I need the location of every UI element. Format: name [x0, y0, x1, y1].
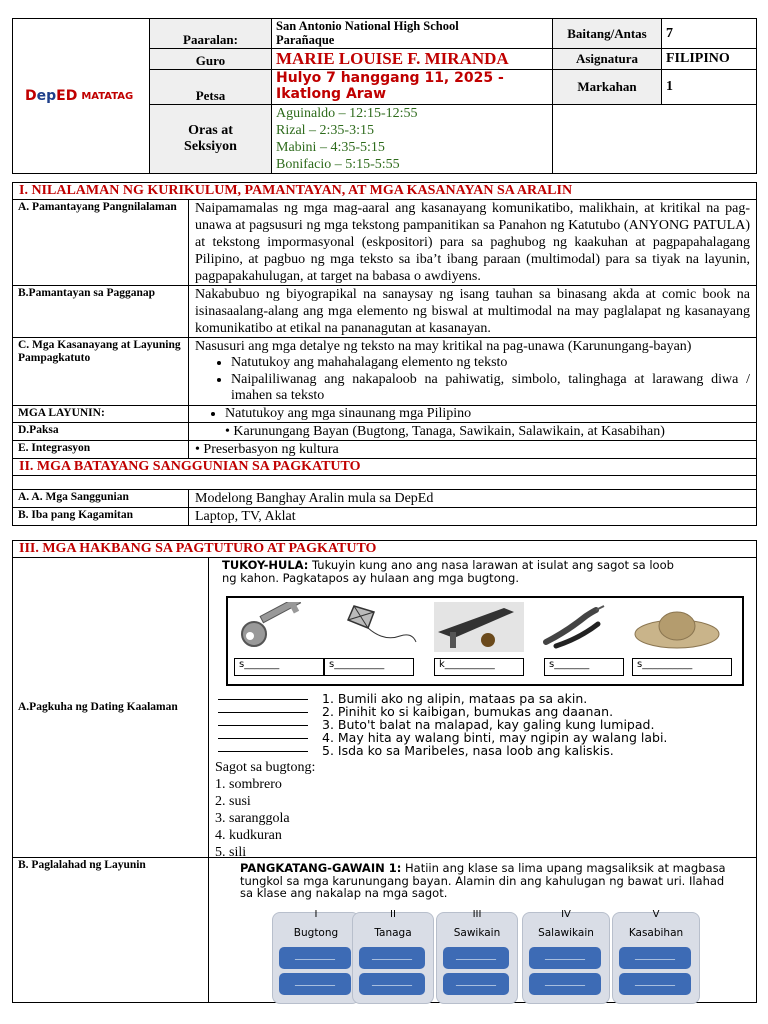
section3-title: III. MGA HAKBANG SA PAGTUTURO AT PAGKATUTO	[13, 541, 757, 558]
integrasyon-text: • Preserbasyon ng kultura	[189, 441, 757, 459]
picture-box	[226, 596, 744, 686]
hat-icon	[632, 602, 722, 652]
integrasyon-label: E. Integrasyon	[13, 441, 189, 459]
group-card-kasabihan: V Kasabihan ________ ________	[612, 912, 700, 1004]
pamantayang-text: Naipamamalas ng mga mag-aaral ang kasanayang komunikatibo, malikhain, at kritikal na pag-unawa at pagsusuri ng mga tekstong pampanitikan sa Panahon ng Katutubo (ANYONG PATULA) at tekstong impormasyonal (eskpositori) para sa paghubog ng kaakuhan at pagpapahalagang Pilipino, at pagbuo ng mga teksto sa iba’t ibang paraan (multimodal) para sa tiyak na layunin, pagpapakahulugan, at target na babasa o awdiyens.	[189, 200, 757, 286]
kasanayan-bullet: • Naipaliliwanag ang nakapaloob na pahiwatig, simbolo, talinghaga at larawang diwa / imahen sa teksto	[231, 372, 750, 405]
kagamitan-label: B. Iba pang Kagamitan	[13, 508, 189, 526]
sagot-list: Sagot sa bugtong: 1. sombrero 2. susi 3. saranggola 4. kudkuran 5. sili	[215, 760, 316, 860]
baitang-value: 7	[662, 19, 757, 49]
paglalahad-label: B. Paglalahad ng Layunin	[13, 858, 209, 1003]
group-card-sawikain: III Sawikain ________ ________	[436, 912, 518, 1004]
guro-label: Guro	[150, 49, 272, 70]
matatag-logo: MATATAG	[81, 90, 134, 102]
petsa-value: Hulyo 7 hanggang 11, 2025 - Ikatlong Araw	[272, 70, 553, 104]
answer-box-1[interactable]: s_______	[234, 658, 324, 676]
kite-icon	[334, 602, 424, 652]
pagganap-text: Nakabubuo ng biyograpikal na sanaysay ng isang tauhan sa binasang akda at comic book na isinasaalang-alang ang mga elemento ng biswal at multimodal na may paglalapat ng kasanayang komunikatibo at etikal na pananagutan at kasanayan.	[189, 286, 757, 338]
asignatura-value: FILIPINO	[662, 49, 757, 70]
answer-box-4[interactable]: s_______	[544, 658, 624, 676]
gawain-instruction: PANGKATANG-GAWAIN 1: Hatiin ang klase sa lima upang magsaliksik at magbasa tungkol sa mga karunungang bayan. Alamin din ang kahulugan ng bawat uri. Ilahad sa klase ang nakalap na mga sagot.	[240, 861, 726, 900]
curriculum-table	[12, 182, 757, 526]
header-table	[12, 18, 757, 174]
answer-box-5[interactable]: s__________	[632, 658, 732, 676]
group-card-bugtong: I Bugtong ________ ________	[272, 912, 360, 1004]
deped-logo: DepED	[25, 88, 78, 104]
answer-box-2[interactable]: s__________	[324, 658, 414, 676]
section1-title: I. NILALAMAN NG KURIKULUM, PAMANTAYAN, AT MGA KASANAYAN SA ARALIN	[13, 183, 757, 200]
pagganap-label: B.Pamantayan sa Pagganap	[13, 286, 189, 338]
petsa-label: Petsa	[150, 70, 272, 104]
kasanayan-bullet: • Natutukoy ang mahahalagang elemento ng teksto	[231, 355, 750, 372]
riddle-line: 2. Pinihit ko si kaibigan, bumukas ang daanan.	[218, 706, 613, 718]
paaralan-value: San Antonio National High School Parañaque	[272, 19, 553, 49]
paksa-text: • Karunungang Bayan (Bugtong, Tanaga, Sawikain, Salawikain, at Kasabihan)	[189, 423, 757, 441]
tukoy-hula-instruction: TUKOY-HULA: Tukuyin kung ano ang nasa larawan at isulat ang sagot sa loob ng kahon. Pagkatapos ay hulaan ang mga bugtong.	[222, 558, 674, 585]
grater-icon	[434, 602, 524, 652]
riddle-line: 4. May hita ay walang binti, may ngipin ay walang labi.	[218, 732, 667, 744]
baitang-label: Baitang/Antas	[553, 19, 662, 49]
sanggunian-text: Modelong Banghay Aralin mula sa DepEd	[189, 490, 757, 508]
kasanayan-cell: Nasusuri ang mga detalye ng teksto na may kritikal na pag-unawa (Karunungang-bayan) • Natutukoy ang mahahalagang elemento ng teksto • Naipaliliwanag ang nakapaloob na pahiwatig, simbolo, talinghaga at larawang diwa / imahen sa teksto	[189, 338, 757, 406]
group-card-tanaga: II Tanaga ________ ________	[352, 912, 434, 1004]
answer-box-3[interactable]: k__________	[434, 658, 524, 676]
kagamitan-text: Laptop, TV, Aklat	[189, 508, 757, 526]
pamantayang-label: A. Pamantayang Pangnilalaman	[13, 200, 189, 286]
oras-list: Aguinaldo – 12:15-12:55 Rizal – 2:35-3:15 Mabini – 4:35-5:15 Bonifacio – 5:15-5:55	[272, 104, 553, 173]
logo-cell	[13, 19, 150, 174]
markahan-value: 1	[662, 70, 757, 104]
section2-title: II. MGA BATAYANG SANGGUNIAN SA PAGKATUTO	[13, 459, 757, 476]
paaralan-label: Paaralan:	[150, 19, 272, 49]
oras-label: Oras at Seksiyon	[150, 104, 272, 173]
chili-icon	[536, 602, 626, 652]
kasanayan-label: C. Mga Kasanayang at Layuning Pampagkatuto	[13, 338, 189, 406]
sanggunian-label: A. A. Mga Sanggunian	[13, 490, 189, 508]
layunin-cell: • Natutukoy ang mga sinaunang mga Pilipino	[189, 405, 757, 423]
riddle-line: 3. Buto't balat na malapad, kay galing kung lumipad.	[218, 719, 654, 731]
pagkuha-label: A.Pagkuha ng Dating Kaalaman	[13, 558, 209, 858]
section2-spacer	[13, 476, 757, 490]
riddle-line: 1. Bumili ako ng alipin, mataas pa sa akin.	[218, 693, 587, 705]
empty-cell	[553, 104, 757, 173]
guro-value: MARIE LOUISE F. MIRANDA	[272, 49, 553, 70]
group-card-salawikain: IV Salawikain ________ ________	[522, 912, 610, 1004]
riddle-line: 5. Isda ko sa Maribeles, nasa loob ang kaliskis.	[218, 745, 614, 757]
key-icon	[234, 602, 324, 652]
asignatura-label: Asignatura	[553, 49, 662, 70]
layunin-label: MGA LAYUNIN:	[13, 405, 189, 423]
paksa-label: D.Paksa	[13, 423, 189, 441]
markahan-label: Markahan	[553, 70, 662, 104]
